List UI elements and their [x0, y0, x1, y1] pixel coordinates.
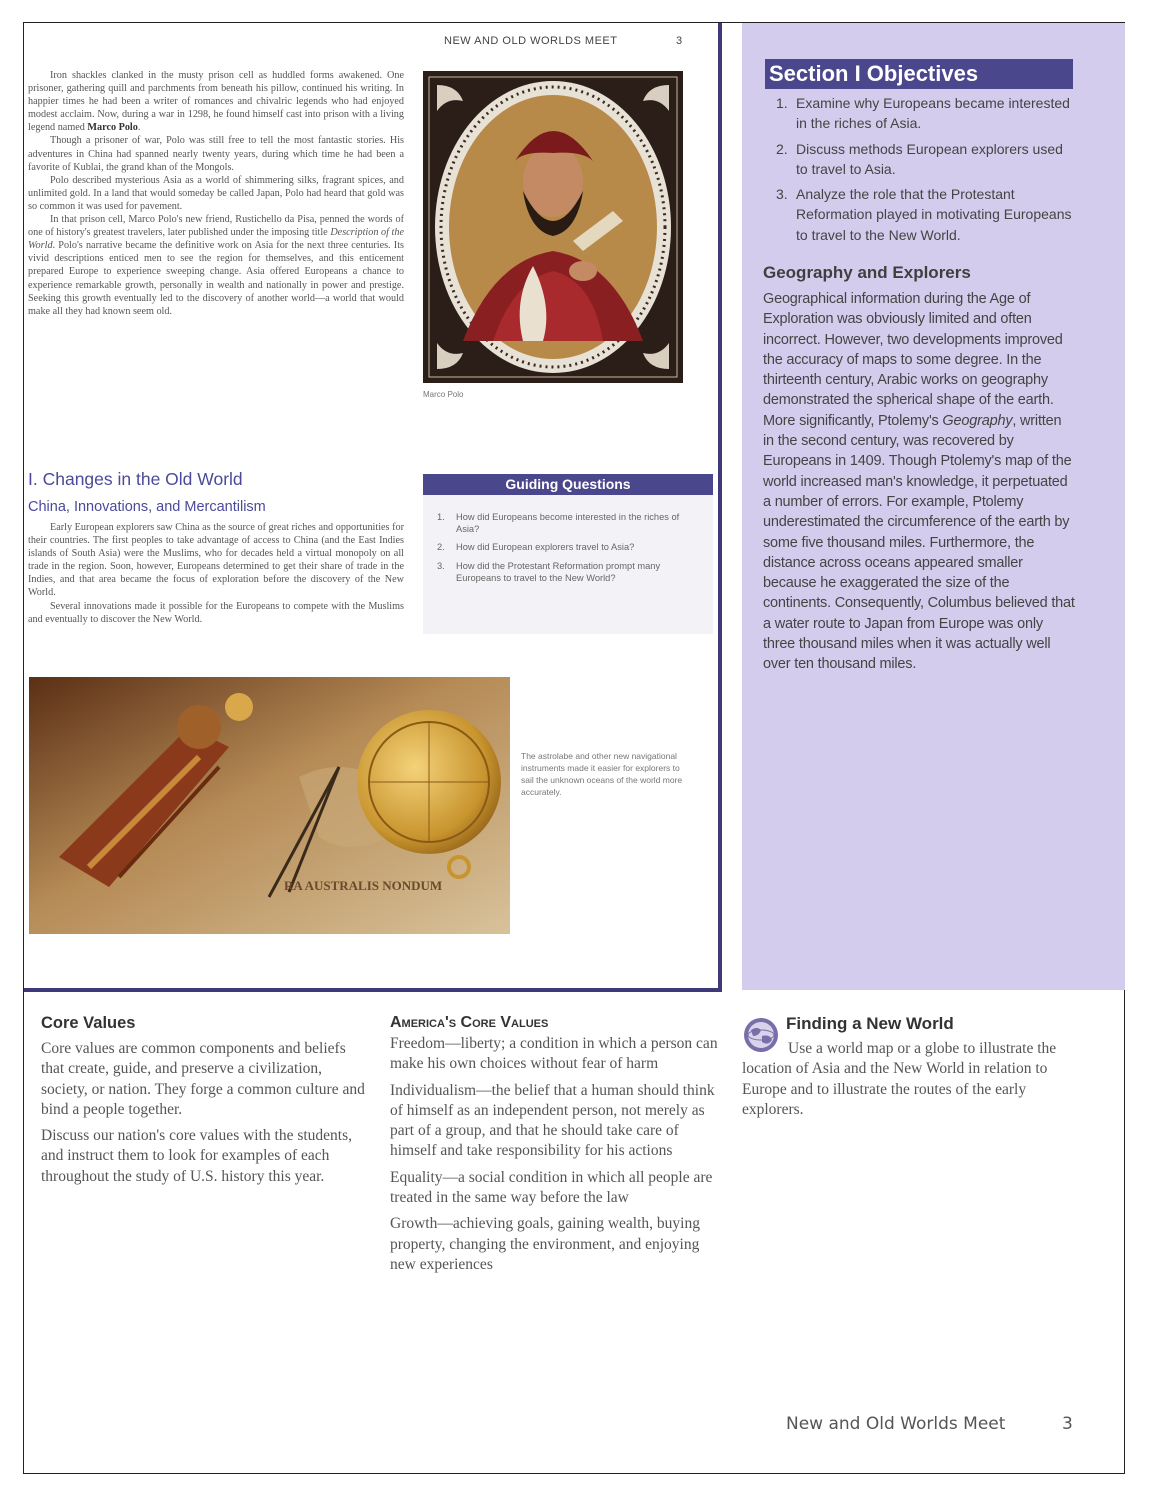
core-value-item: Freedom—liberty; a condition in which a person can make his own choices without fear of harm	[390, 1035, 718, 1073]
item-number: 1.	[776, 95, 788, 111]
objectives-title: Section I Objectives	[765, 59, 1073, 89]
section-heading: I. Changes in the Old World	[28, 469, 243, 489]
portrait-caption: Marco Polo	[423, 390, 464, 399]
core-value-item: Growth—achieving goals, gaining wealth, buying property, changing the environment, and enjoying new experiences	[390, 1215, 700, 1273]
running-head-page-number: 3	[676, 35, 683, 47]
china-paragraph: Early European explorers saw China as the source of great riches and opportunities for their countries. The first peoples to take advantage of access to China (and the East Indies islands of South Asia) were the Muslims, who for decades held a virtual monopoly on all trade in the region. Soon, however, Europeans determined to get their share of trade in the Indies, and that area became the focus of exploration before the discovery of the New World.	[28, 522, 404, 599]
americas-core-values-section	[390, 1014, 720, 1281]
item-text: How did the Protestant Reformation prompt many Europeans to travel to the New World?	[456, 560, 661, 583]
item-text: Analyze the role that the Protestant Reformation played in motivating Europeans to travel to the New World.	[796, 186, 1072, 243]
item-text: How did European explorers travel to Asia?	[456, 542, 635, 553]
student-page	[24, 23, 722, 992]
intro-text: .	[137, 122, 141, 134]
core-values-paragraph: Core values are common components and beliefs that create, guide, and preserve a civilization, society, or nation. They forge a common culture and bind a people together.	[41, 1040, 365, 1118]
core-value-item: Individualism—the belief that a human should think of himself as an independent person, not merely as part of a group, and that he should take care of himself and take responsibility for his actions	[390, 1081, 715, 1160]
guiding-questions-box	[423, 474, 713, 634]
astrolabe-caption: The astrolabe and other new navigational instruments made it easier for explorers to sail the unknown oceans of the world more accurately.	[521, 751, 683, 797]
objectives-list	[776, 93, 1076, 250]
americas-core-values-title: America's Core Values	[390, 1014, 549, 1031]
item-text: How did Europeans become interested in the riches of Asia?	[456, 512, 680, 535]
core-values-section	[41, 1014, 367, 1193]
footer-title: New and Old Worlds Meet	[786, 1414, 1006, 1434]
guiding-questions-title: Guiding Questions	[423, 474, 713, 495]
item-number: 3.	[437, 560, 445, 571]
running-head-title: NEW AND OLD WORLDS MEET	[444, 35, 618, 47]
objectives-panel	[742, 23, 1125, 990]
geo-text-part: , written in the second century, was recovered by Europeans in 1409. Though Ptolemy's map of the world increased man's knowledge, it perpetuated a number of errors. For example, Ptolemy underestimated the circumference of the earth by some five thousand miles. Furthermore, the distance across oceans appeared smaller because he exaggerated the size of the continents. Consequently, Columbus believed that a water route to Japan from Europe was only three thousand miles when it was actually well over ten thousand miles.	[763, 412, 1075, 673]
core-values-paragraph: Discuss our nation's core values with the students, and instruct them to look for examples of each throughout the study of U.S. history this year.	[41, 1127, 353, 1185]
intro-paragraph: Though a prisoner of war, Polo was still free to tell the most fantastic stories. His adventures in China had spanned nearly twenty years, during which time he had been a favorite of Kublai, the grand khan of the Mongols.	[28, 135, 404, 173]
item-number: 2.	[776, 140, 788, 157]
guiding-questions-list	[437, 511, 703, 584]
intro-paragraph	[28, 69, 404, 134]
core-value-item: Equality—a social condition in which all people are treated in the same way before the law	[390, 1168, 713, 1207]
astrolabe-photo	[29, 677, 510, 934]
china-text	[28, 521, 404, 626]
marco-polo-portrait	[423, 71, 683, 383]
intro-text: In that prison cell, Marco Polo's new friend, Rustichello da Pisa, penned the words of one of history's greatest travelers, later published under the imposing title	[28, 214, 404, 239]
finding-new-world-text: Use a world map or a globe to illustrate the location of Asia and the New World in relation to Europe and to illustrate the routes of the early explorers.	[742, 1040, 1057, 1118]
map-lettering: RA AUSTRALIS NONDUM	[284, 878, 443, 893]
geography-heading: Geography and Explorers	[763, 263, 971, 282]
item-number: 2.	[437, 542, 445, 553]
intro-paragraph: Polo described mysterious Asia as a world of shimmering silks, fragrant spices, and unlimited gold. In a land that would someday be called Japan, Polo had heard that gold was so common it was used for pavement.	[28, 174, 404, 212]
item-text: Discuss methods European explorers used to travel to Asia.	[796, 140, 1063, 177]
list-item	[437, 511, 703, 535]
list-item	[776, 139, 1076, 180]
book-title: Description of the World	[28, 227, 404, 252]
item-number: 3.	[776, 186, 788, 203]
intro-text: . Polo's narrative became the definitive work on Asia for the next three centuries. Its vivid descriptions enticed men to see the region for themselves, and this enticement prepared Europe to experience sweeping change. Asia offered Europeans a chance to experience remarkable growth, personally in wealth and nationally in power and prestige. Seeking this growth eventually led to the discovery of another world—a world that would make all they had known seem old.	[28, 240, 404, 317]
geo-book-title: Geography	[942, 412, 1013, 429]
list-item	[437, 560, 703, 584]
intro-paragraph	[28, 213, 404, 318]
list-item	[776, 93, 1076, 134]
subheading: China, Innovations, and Mercantilism	[28, 499, 266, 515]
china-paragraph: Several innovations made it possible for the Europeans to compete with the Muslims and eventually to discover the New World.	[28, 600, 404, 625]
list-item	[437, 541, 703, 553]
geography-text	[763, 289, 1075, 675]
geo-text-part: Geographical information during the Age of Exploration was obviously limited and often incorrect. However, two developments improved the accuracy of maps to some degree. In the thirteenth century, Arabic works on geography demonstrated the spherical shape of the earth. More significantly, Ptolemy's	[763, 291, 1063, 429]
intro-story	[28, 69, 404, 318]
marco-polo-name: Marco Polo	[87, 122, 138, 134]
list-item	[776, 184, 1076, 245]
footer-page-number: 3	[1062, 1414, 1073, 1434]
item-text: Examine why Europeans became interested in the riches of Asia.	[796, 95, 1070, 132]
intro-text: Iron shackles clanked in the musty prison cell as huddled forms awakened. One prisoner, gathering quill and parchments from beneath his pillow, continued his writing. In happier times he had been a writer of romances and chivalric legends who had enjoyed modest acclaim. Now, during a war in 1298, he found himself cast into prison with a living legend named	[28, 70, 404, 134]
item-number: 1.	[437, 512, 445, 522]
core-values-title: Core Values	[41, 1014, 136, 1032]
finding-new-world-title: Finding a New World	[786, 1014, 954, 1033]
